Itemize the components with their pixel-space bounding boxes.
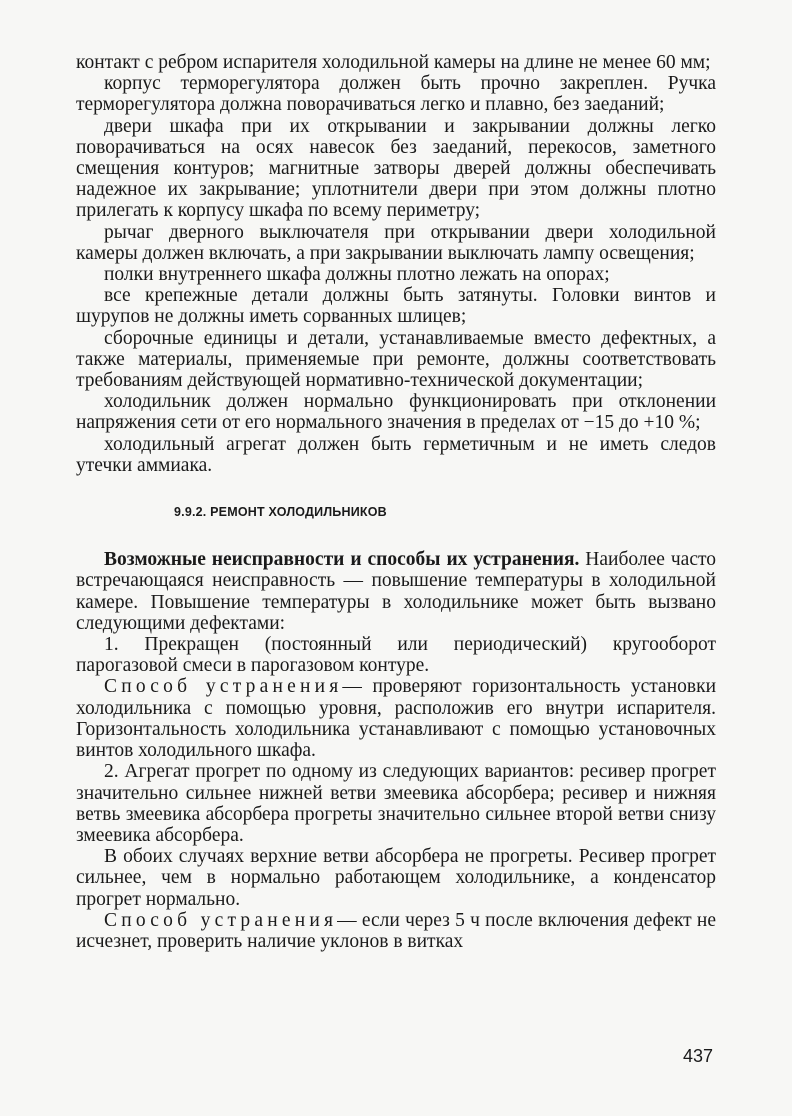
method-text: — если через 5 ч после включения дефект не исчезнет, проверить наличие уклонов в витках: [76, 909, 717, 952]
page-number: 437: [683, 1046, 714, 1066]
paragraph: холодильный агрегат должен быть герметичным и не иметь следов утечки аммиака.: [76, 433, 716, 476]
paragraph: холодильник должен нормально функционировать при отклонении напряжения сети от его нормального значения в пределах от −15 до +10 %;: [76, 391, 716, 434]
item-1: 1. Прекращен (постоянный или периодический) кругооборот парогазовой смеси в парогазовом контуре.: [76, 634, 716, 677]
section-heading: 9.9.2. РЕМОНТ ХОЛОДИЛЬНИКОВ: [174, 505, 387, 520]
body-text: [76, 52, 716, 952]
paragraph: рычаг дверного выключателя при открывании двери холодильной камеры должен включать, а при закрывании выключать лампу освещения;: [76, 221, 716, 264]
method-paragraph-1: [76, 676, 716, 761]
item-2-continuation: В обоих случаях верхние ветви абсорбера не прогреты. Ресивер прогрет сильнее, чем в нормально работающем холодильнике, а конденсатор прогрет нормально.: [76, 846, 716, 910]
method-paragraph-2: [76, 910, 716, 952]
paragraph: все крепежные детали должны быть затянуты. Головки винтов и шурупов не должны иметь сорванных шлицев;: [76, 285, 716, 328]
method-label: Способ устранения: [104, 909, 338, 931]
paragraph: полки внутреннего шкафа должны плотно лежать на опорах;: [104, 264, 610, 286]
paragraph: сборочные единицы и детали, устанавливаемые вместо дефектных, а также материалы, применяемые при ремонте, должны соответствовать требованиям действующей нормативно-технической документации;: [76, 327, 716, 392]
intro-paragraph: [76, 549, 716, 634]
paragraph: корпус терморегулятора должен быть прочно закреплен. Ручка терморегулятора должна поворачиваться легко и плавно, без заеданий;: [76, 73, 716, 116]
bold-lead: Возможные неисправности и способы их устранения.: [104, 549, 580, 571]
intro-text: Наиболее часто встречающаяся неисправность — повышение температуры в холодильной камере. Повышение температуры в холодильнике может быть вызвано следующими дефектами:: [76, 549, 717, 634]
paragraph: двери шкафа при их открывании и закрывании должны легко поворачиваться на осях навесок без заеданий, перекосов, заметного смещения контуров; магнитные затворы дверей должны обеспечивать надежное их закрывание; уплотнители двери при этом должны плотно прилегать к корпусу шкафа по всему периметру;: [76, 115, 716, 222]
method-text: — проверяют горизонтальность установки холодильника с помощью уровня, расположив его внутри испарителя. Горизонтальность холодильника устанавливают с помощью установочных винтов холодильного шкафа.: [76, 676, 716, 762]
method-label: Способ устранения: [104, 676, 343, 698]
item-2: 2. Агрегат прогрет по одному из следующих вариантов: ресивер прогрет значительно сильнее нижней ветви змеевика абсорбера; ресивер и нижняя ветвь змеевика абсорбера прогреты значительно сильнее второй ветви снизу змеевика абсорбера.: [76, 761, 716, 846]
paragraph: контакт с ребром испарителя холодильной камеры на длине не менее 60 мм;: [76, 52, 711, 73]
